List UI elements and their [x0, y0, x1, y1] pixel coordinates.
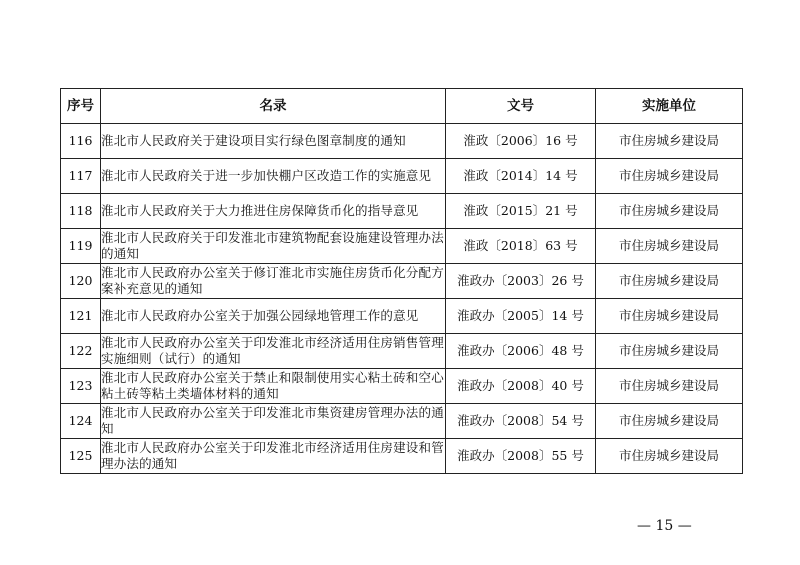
- row-doc-no: 淮政办〔2008〕54 号: [446, 404, 596, 439]
- row-name: 淮北市人民政府办公室关于修订淮北市实施住房货币化分配方案补充意见的通知: [101, 264, 446, 299]
- table-row: [61, 334, 743, 369]
- header-index: 序号: [61, 89, 101, 124]
- table-row: [61, 299, 743, 334]
- table-row: [61, 404, 743, 439]
- row-unit: 市住房城乡建设局: [596, 264, 743, 299]
- table-row: [61, 124, 743, 159]
- header-unit: 实施单位: [596, 89, 743, 124]
- header-name: 名录: [101, 89, 446, 124]
- row-unit: 市住房城乡建设局: [596, 229, 743, 264]
- row-doc-no: 淮政办〔2008〕55 号: [446, 439, 596, 474]
- row-name: 淮北市人民政府关于印发淮北市建筑物配套设施建设管理办法的通知: [101, 229, 446, 264]
- table-row: [61, 194, 743, 229]
- row-index: 125: [61, 439, 101, 474]
- row-index: 123: [61, 369, 101, 404]
- row-doc-no: 淮政〔2006〕16 号: [446, 124, 596, 159]
- row-unit: 市住房城乡建设局: [596, 194, 743, 229]
- row-doc-no: 淮政办〔2003〕26 号: [446, 264, 596, 299]
- row-name: 淮北市人民政府办公室关于印发淮北市经济适用住房销售管理实施细则（试行）的通知: [101, 334, 446, 369]
- row-unit: 市住房城乡建设局: [596, 404, 743, 439]
- row-doc-no: 淮政办〔2008〕40 号: [446, 369, 596, 404]
- page-number: — 15 —: [637, 518, 692, 534]
- row-doc-no: 淮政办〔2005〕14 号: [446, 299, 596, 334]
- table-row: [61, 439, 743, 474]
- row-index: 121: [61, 299, 101, 334]
- table-header-row: [61, 89, 743, 124]
- row-index: 117: [61, 159, 101, 194]
- header-doc-no: 文号: [446, 89, 596, 124]
- row-unit: 市住房城乡建设局: [596, 334, 743, 369]
- row-doc-no: 淮政办〔2006〕48 号: [446, 334, 596, 369]
- row-name: 淮北市人民政府关于建设项目实行绿色图章制度的通知: [101, 124, 446, 159]
- row-unit: 市住房城乡建设局: [596, 124, 743, 159]
- row-unit: 市住房城乡建设局: [596, 369, 743, 404]
- row-name: 淮北市人民政府办公室关于印发淮北市集资建房管理办法的通知: [101, 404, 446, 439]
- row-unit: 市住房城乡建设局: [596, 299, 743, 334]
- row-doc-no: 淮政〔2018〕63 号: [446, 229, 596, 264]
- table-row: [61, 264, 743, 299]
- row-unit: 市住房城乡建设局: [596, 439, 743, 474]
- row-index: 120: [61, 264, 101, 299]
- row-doc-no: 淮政〔2014〕14 号: [446, 159, 596, 194]
- row-name: 淮北市人民政府办公室关于加强公园绿地管理工作的意见: [101, 299, 446, 334]
- row-index: 118: [61, 194, 101, 229]
- row-index: 124: [61, 404, 101, 439]
- table-row: [61, 159, 743, 194]
- row-index: 119: [61, 229, 101, 264]
- table-row: [61, 229, 743, 264]
- row-name: 淮北市人民政府关于大力推进住房保障货币化的指导意见: [101, 194, 446, 229]
- row-doc-no: 淮政〔2015〕21 号: [446, 194, 596, 229]
- row-name: 淮北市人民政府关于进一步加快棚户区改造工作的实施意见: [101, 159, 446, 194]
- row-index: 116: [61, 124, 101, 159]
- row-name: 淮北市人民政府办公室关于印发淮北市经济适用住房建设和管理办法的通知: [101, 439, 446, 474]
- row-index: 122: [61, 334, 101, 369]
- document-table: [60, 88, 743, 474]
- row-unit: 市住房城乡建设局: [596, 159, 743, 194]
- table-row: [61, 369, 743, 404]
- row-name: 淮北市人民政府办公室关于禁止和限制使用实心粘土砖和空心粘土砖等粘土类墙体材料的通知: [101, 369, 446, 404]
